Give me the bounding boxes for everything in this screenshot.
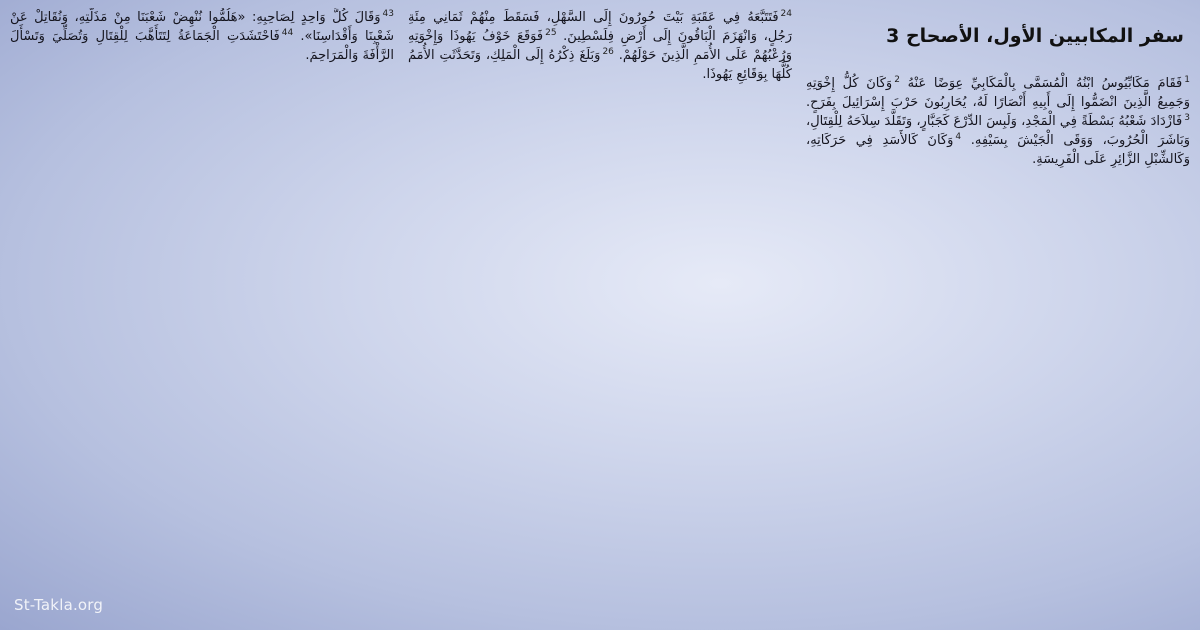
verse-number: 43 (382, 8, 394, 19)
verse-text: وَقَالَ كُلُّ وَاحِدٍ لِصَاحِبِهِ: «هَلُمُّوا نُنْهِضْ شَعْبَنَا مِنْ مَذَلَّتِهِ، وَنُقَاتِلْ عَنْ شَعْبِنَا وَأَقْدَاسِنَا». (10, 10, 394, 44)
verse-number: 25 (545, 27, 557, 38)
verse-number: 3 (1184, 112, 1190, 123)
column-2-body (408, 8, 792, 84)
column-3-body (10, 8, 394, 65)
verse-text: فَاحْتَشَدَتِ الْجَمَاعَةُ لِتَتَأَهَّبَ لِلْقِتَالِ وَتُصَلِّيَ وَتَسْأَلَ الرَّأْفَةَ وَالْمَرَاحِمَ. (10, 29, 394, 63)
verse-text: فَازْدَادَ شَعْبُهُ بَسْطَةً فِي الْمَجْدِ، وَلَبِسَ الدِّرْعَ كَجَبَّارٍ، وَتَقَلَّدَ سِلاَحَهُ لِلْقِتَالِ، وَبَاشَرَ الْحُرُوبَ، وَوَقَى الْجَيْشَ بِسَيْفِهِ. (806, 114, 1190, 148)
verse-text: فَقَامَ مَكَابِّيُوسُ ابْنُهُ الْمُسَمَّى بِالْمَكَابِيِّ عِوَضًا عَنْهُ (907, 76, 1183, 91)
verse-text: وَكَانَ كُلُّ إِخْوَتِهِ وَجَمِيعُ الَّذِينَ انْضَمُّوا إِلَى أَبِيهِ أَنْصَارًا لَهُ، يُحَارِبُونَ حَرْبَ إِسْرَائِيلَ بِفَرَحٍ. (806, 76, 1190, 110)
verse-text: وَكَانَ كَالأَسَدِ فِي حَرَكَاتِهِ، وَكَالشِّبْلِ الزَّائِرِ عَلَى الْفَرِيسَةِ. (806, 133, 1190, 167)
column-2 (408, 8, 792, 624)
verse-number: 26 (602, 46, 614, 57)
column-3 (10, 8, 394, 624)
verse-number: 2 (894, 74, 900, 85)
site-watermark: St-Takla.org (14, 596, 104, 614)
verse-number: 4 (955, 131, 962, 142)
chapter-title: سفر المكابيين الأول، الأصحاح 3 (886, 25, 1184, 47)
verse-number: 44 (281, 27, 294, 38)
verse (908, 76, 1190, 91)
verse-number: 24 (780, 8, 792, 19)
verse-text: فَتَتَبَّعَهُ فِي عَقَبَةِ بَيْتَ حُورُونَ إِلَى السَّهْلِ، فَسَقَطَ مِنْهُمْ ثَمَانِي مِئَةِ رَجُلٍ، وَانْهَزَمَ الْبَاقُونَ إِلَى أَرْضِ فِلَسْطِينَ. (408, 10, 792, 44)
verse-number: 1 (1184, 74, 1190, 85)
column-1 (806, 8, 1190, 624)
column-1-body (806, 74, 1190, 169)
verse-text: فَوَقَعَ خَوْفُ يَهُوذَا وَإِخْوَتِهِ وَرُعْبُهُمْ عَلَى الأُمَمِ الَّذِينَ حَوْلَهُمْ. (408, 29, 792, 63)
verse-text: وَبَلَغَ ذِكْرُهُ إِلَى الْمَلِكِ، وَتَحَدَّثَتِ الأُمَمُ كُلُّهَا بِوَقَائِعِ يَهُوذَا. (408, 48, 792, 82)
